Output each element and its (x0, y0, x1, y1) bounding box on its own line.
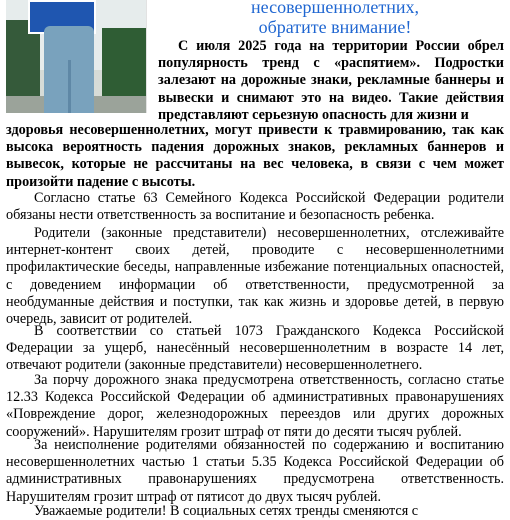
header-photo (6, 0, 147, 113)
paragraph-civil-code: В соответствии со статьей 1073 Гражданского Кодекса Российской Федерации за ущерб, нанесённый несовершеннолетним в возрасте 14 лет, отвечают родители (законные представители) несовершеннолетнего. (6, 323, 504, 374)
paragraph-family-code: Согласно статье 63 Семейного Кодекса Российской Федерации родители обязаны нести ответственность за воспитание и безопасность ребенка. (6, 190, 504, 224)
subtitle-line-1: несовершеннолетних, (251, 0, 419, 17)
paragraph-parents-advice: Родители (законные представители) несовершеннолетних, отслеживайте интернет-контент своих детей, проводите с несовершеннолетними профилактические беседы, направленные избежание потенциальных опасностей, с доведением информации об ответственности, предусмотренной за необдуманные действия и поступки, так как жизнь и здоровье детей, в первую очередь, зависит от родителей. (6, 225, 504, 328)
paragraph-parental-duties: За неисполнение родителями обязанностей по содержанию и воспитанию несовершеннолетних частью 1 статьи 5.35 Кодекса Российской Федерации об административных правонарушениях предусмотрена ответственность. Нарушителям грозит штраф от пятисот до двух тысяч рублей. (6, 437, 504, 505)
subtitle-line-2: обратите внимание! (258, 17, 412, 37)
intro-paragraph: С июля 2025 года на территории России обрел популярность тренд с «распятием». Подростки залезают на дорожные знаки, рекламные баннеры и вывески и снимают это на видео. Такие действия представляют серьезную опасность для жизни и (158, 38, 504, 123)
paragraph-road-sign-liability: За порчу дорожного знака предусмотрена ответственность, согласно статье 12.33 Кодекса Российской Федерации об административных правонарушениях «Повреждение дорог, железнодорожных переездов или других дорожных сооружений». Нарушителям грозит штраф от пяти до десяти тысяч рублей. (6, 372, 504, 440)
photo-jeans-detail (68, 60, 71, 113)
intro-paragraph-continued: здоровья несовершеннолетних, могут привести к травмированию, так как высока вероятность падения дорожных знаков, рекламных баннеров и вывесок, которые не рассчитаны на вес человека, в связи с чем может произойти падение с высоты. (6, 122, 504, 190)
paragraph-closing: Уважаемые родители! В социальных сетях тренды сменяются с (34, 503, 419, 519)
